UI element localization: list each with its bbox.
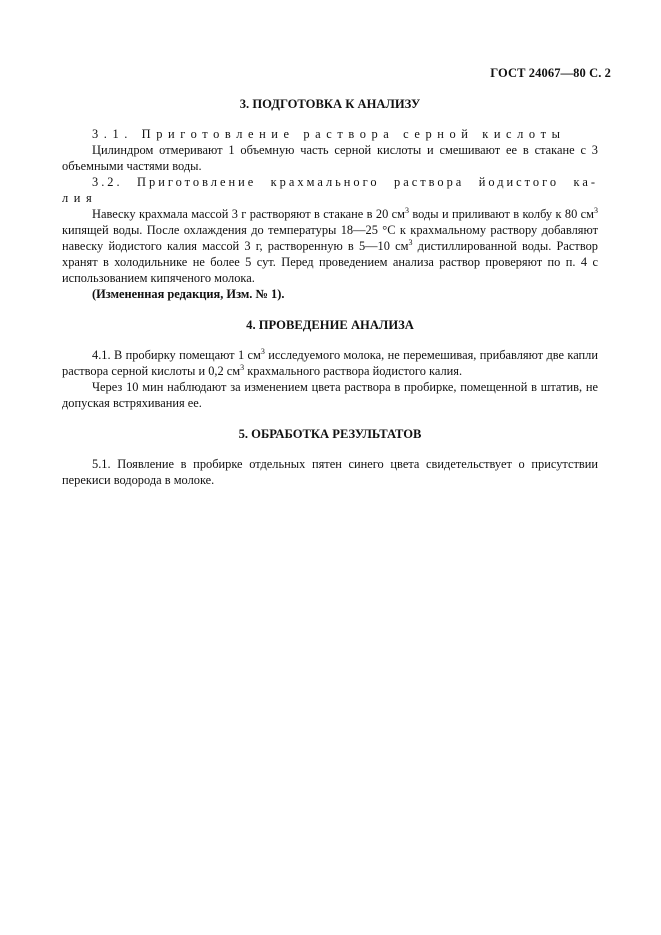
text-fragment: крахмального раствора йодистого калия.: [244, 364, 463, 378]
text-fragment: Навеску крахмала массой 3 г растворяют в стакане в 20 см: [92, 207, 405, 221]
section-5-title: 5. ОБРАБОТКА РЕЗУЛЬТАТОВ: [238, 427, 422, 441]
text-fragment: кипящей воды. После охлаждения до температуры 18—25 °С к крахмальному раствору добавляют навеску йодистого калия массой 3 г, растворенную в 5—10 см: [62, 223, 598, 253]
paragraph-3-1-body: Цилиндром отмеривают 1 объемную часть серной кислоты и смешивают ее в стакане с 3 объемными частями воды.: [62, 143, 598, 173]
superscript: 3: [404, 206, 409, 215]
text-fragment: воды и приливают в колбу к 80 см: [408, 207, 594, 221]
paragraph-3-2-heading: 3.2. Приготовление крахмального раствора йодистого ка-: [92, 175, 598, 189]
text-fragment: 4.1. В пробирку помещают 1 см: [92, 348, 261, 362]
paragraph-3-2-body: [62, 206, 598, 286]
superscript: 3: [408, 238, 413, 247]
paragraph-3-1-heading: 3.1. Приготовление раствора серной кислоты: [92, 127, 566, 141]
document-header: ГОСТ 24067—80 С. 2: [490, 66, 611, 80]
superscript: 3: [593, 206, 598, 215]
superscript: 3: [240, 363, 245, 372]
paragraph-3-2-heading-cont: лия: [62, 191, 98, 205]
document-body: [62, 96, 598, 488]
section-3-title: 3. ПОДГОТОВКА К АНАЛИЗУ: [239, 97, 421, 111]
paragraph-4-1: [62, 347, 598, 379]
amendment-note: (Измененная редакция, Изм. № 1).: [92, 287, 285, 301]
text-fragment: исследуемого молока, не перемешивая, прибавляют две капли раствора серной кислоты и 0,2 см: [62, 348, 598, 378]
text-fragment: дистиллированной воды. Раствор хранят в холодильнике не более 5 сут. Перед проведением анализа раствор проверяют по п. 4 с использованием кипяченого молока.: [62, 239, 598, 285]
section-4-title: 4. ПРОВЕДЕНИЕ АНАЛИЗА: [246, 318, 414, 332]
paragraph-5-1: 5.1. Появление в пробирке отдельных пятен синего цвета свидетельствует о присутствии перекиси водорода в молоке.: [62, 457, 598, 487]
superscript: 3: [260, 347, 265, 356]
paragraph-4-1-continued: Через 10 мин наблюдают за изменением цвета раствора в пробирке, помещенной в штатив, не допуская встряхивания ее.: [62, 380, 598, 410]
